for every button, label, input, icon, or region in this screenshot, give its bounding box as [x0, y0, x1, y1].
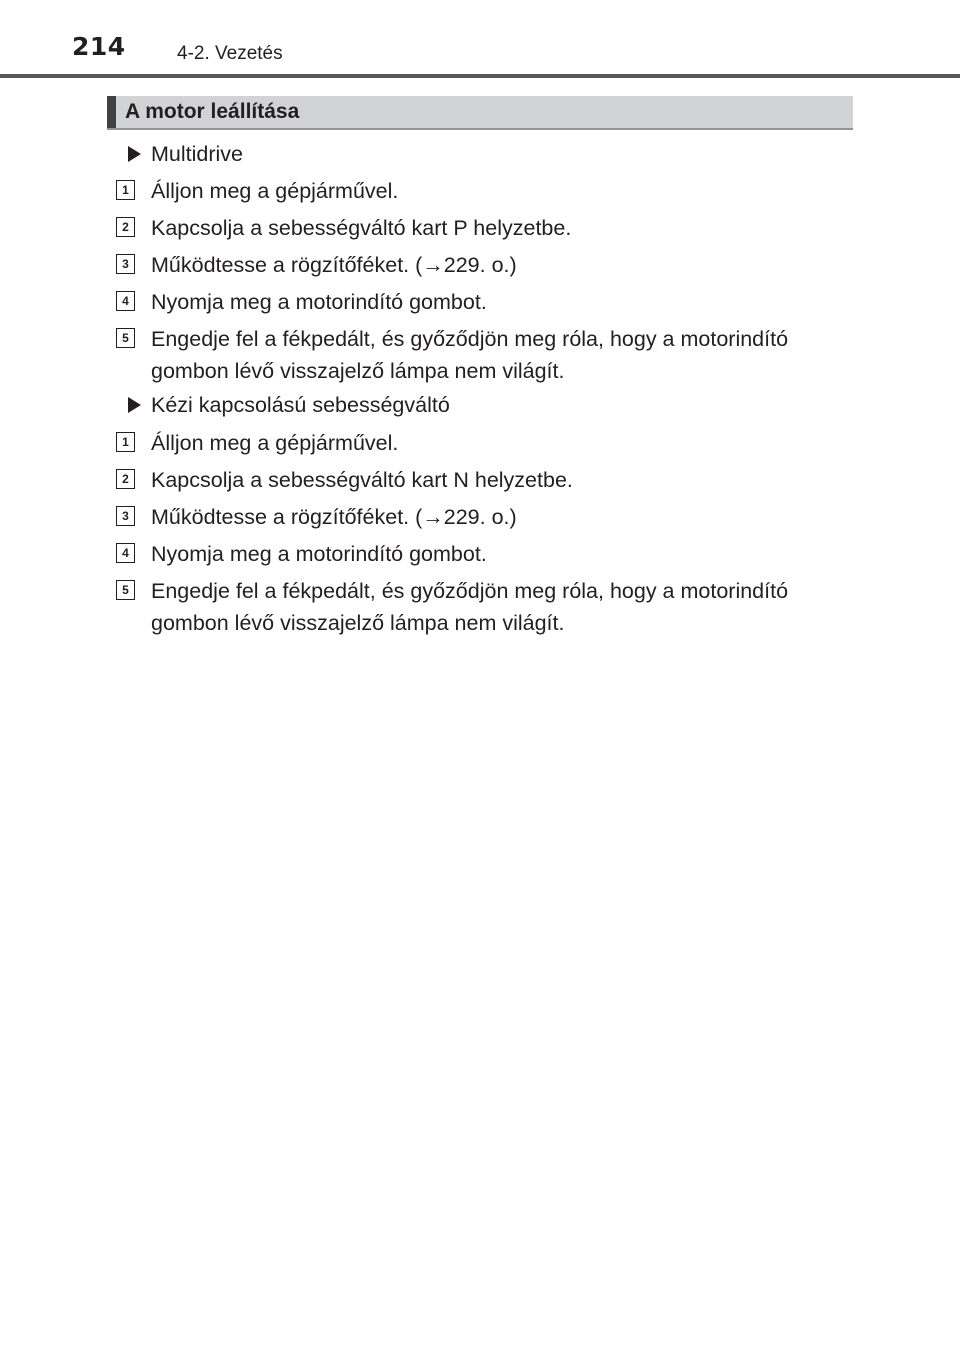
- step-number-badge: 2: [116, 469, 135, 489]
- section-header: [107, 96, 853, 130]
- section-tab-marker: [107, 96, 116, 128]
- chapter-title: 4-2. Vezetés: [177, 43, 283, 64]
- triangle-bullet-icon: [128, 397, 141, 413]
- subheading-manual-transmission: [128, 390, 450, 420]
- step-text: Kapcsolja a sebességváltó kart N helyzetbe.: [151, 468, 573, 492]
- step-number-badge: 1: [116, 432, 135, 452]
- page-number: 214: [72, 32, 126, 61]
- step-text: Működtesse a rögzítőféket. (→229. o.): [151, 253, 517, 277]
- step-number-badge: 4: [116, 543, 135, 563]
- step-number-badge: 4: [116, 291, 135, 311]
- step-number-badge: 3: [116, 254, 135, 274]
- step-text: Nyomja meg a motorindító gombot.: [151, 542, 487, 566]
- step-text: Engedje fel a fékpedált, és győződjön meg róla, hogy a motorindító gombon lévő visszajelző lámpa nem világít.: [151, 327, 789, 383]
- header-divider: [0, 74, 960, 78]
- step-text: Álljon meg a gépjárművel.: [151, 431, 399, 455]
- section-title: A motor leállítása: [125, 100, 300, 123]
- step-number-badge: 5: [116, 328, 135, 348]
- step-text: Álljon meg a gépjárművel.: [151, 179, 399, 203]
- step-text: Kapcsolja a sebességváltó kart P helyzetbe.: [151, 216, 572, 240]
- step-number-badge: 2: [116, 217, 135, 237]
- subheading-text: Multidrive: [151, 141, 243, 166]
- step-number-badge: 3: [116, 506, 135, 526]
- triangle-bullet-icon: [128, 146, 141, 162]
- subheading-text: Kézi kapcsolású sebességváltó: [151, 392, 450, 417]
- step-number-badge: 5: [116, 580, 135, 600]
- step-number-badge: 1: [116, 180, 135, 200]
- step-text: Nyomja meg a motorindító gombot.: [151, 290, 487, 314]
- step-text: Engedje fel a fékpedált, és győződjön meg róla, hogy a motorindító gombon lévő visszajelző lámpa nem világít.: [151, 579, 789, 635]
- subheading-multidrive: [128, 139, 243, 169]
- step-text: Működtesse a rögzítőféket. (→229. o.): [151, 505, 517, 529]
